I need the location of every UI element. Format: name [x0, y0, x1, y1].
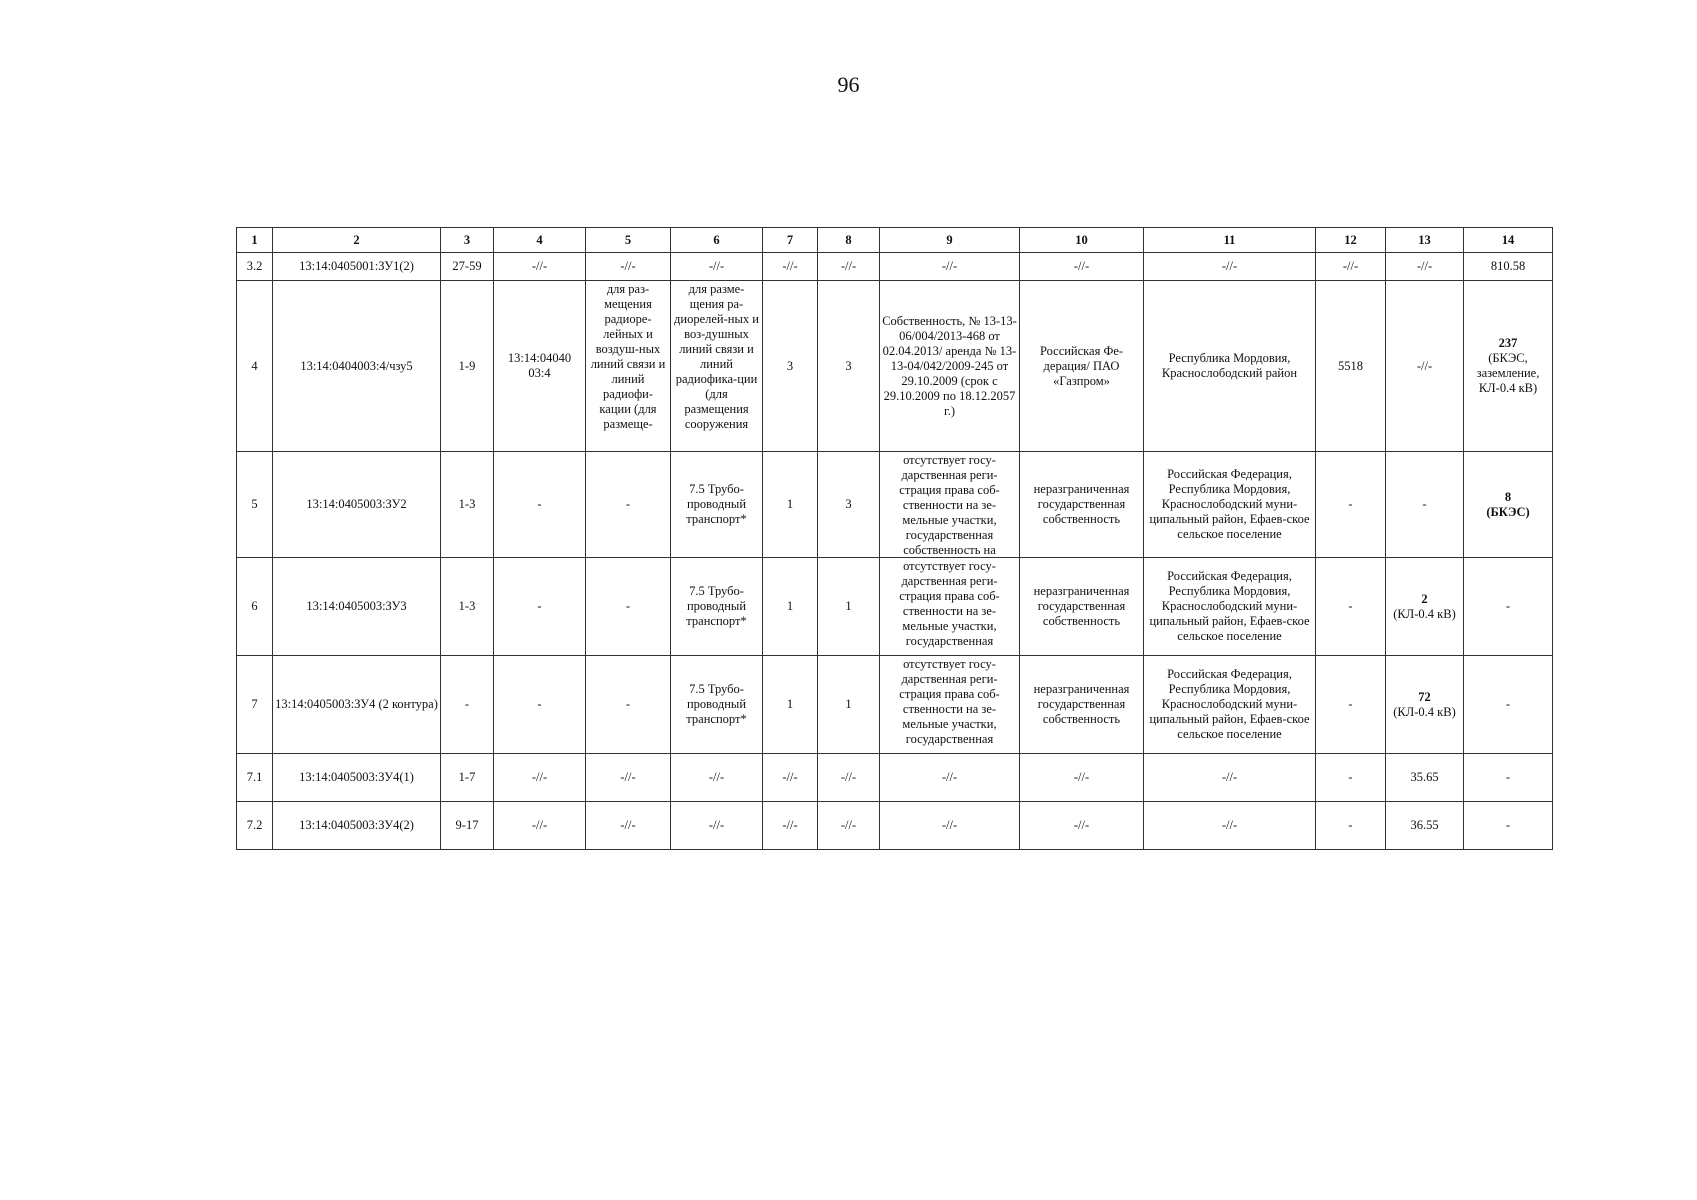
- column-header: 5: [586, 228, 671, 253]
- table-cell: -: [1386, 452, 1464, 558]
- cell-value-bold: 72: [1418, 689, 1431, 704]
- table-cell: 27-59: [441, 253, 494, 281]
- table-cell: 36.55: [1386, 802, 1464, 850]
- table-cell: -: [441, 656, 494, 754]
- table-cell: -: [1464, 656, 1553, 754]
- table-cell: 5518: [1316, 281, 1386, 452]
- table-cell: -//-: [880, 754, 1020, 802]
- cell-text: для раз-мещения радиоре-лейных и воздуш-ных линий связи и линий радиофи-кации (для размеще-: [590, 281, 666, 431]
- cell-note: (КЛ-0.4 кВ): [1393, 704, 1456, 719]
- table-cell: -//-: [586, 754, 671, 802]
- table-cell: [1386, 656, 1464, 754]
- table-cell: неразграниченная государственная собственность: [1020, 558, 1144, 656]
- column-header: 7: [763, 228, 818, 253]
- table-cell: -: [494, 656, 586, 754]
- table-cell: -//-: [671, 253, 763, 281]
- table-cell: Собственность, № 13-13-06/004/2013-468 от 02.04.2013/ аренда № 13-13-04/042/2009-245 от 29.10.2009 (срок с 29.10.2009 по 18.12.2057 г.): [880, 281, 1020, 452]
- table-cell: -//-: [586, 253, 671, 281]
- table-cell: [586, 281, 671, 452]
- table-cell: Российская Федерация, Республика Мордовия, Краснослободский муни-ципальный район, Ефаев-ское сельское поселение: [1144, 452, 1316, 558]
- table-cell: -: [586, 558, 671, 656]
- table-cell: -//-: [1144, 253, 1316, 281]
- table-cell: -//-: [494, 253, 586, 281]
- table-cell: -//-: [763, 253, 818, 281]
- table-cell: 7.5 Трубо-проводный транспорт*: [671, 452, 763, 558]
- table-cell: 1: [763, 656, 818, 754]
- table-cell: -: [1316, 754, 1386, 802]
- cell-value-bold: 2: [1421, 591, 1428, 606]
- table-cell: 3: [818, 281, 880, 452]
- table-cell: 35.65: [1386, 754, 1464, 802]
- table-cell: 1: [818, 656, 880, 754]
- table-cell: 13:14:0405003:ЗУ3: [273, 558, 441, 656]
- table-cell: [1464, 452, 1553, 558]
- table-cell: 3: [818, 452, 880, 558]
- column-header: 9: [880, 228, 1020, 253]
- table-cell: -//-: [1144, 754, 1316, 802]
- table-cell: 1-3: [441, 558, 494, 656]
- column-header: 11: [1144, 228, 1316, 253]
- cell-value-bold: 237: [1498, 336, 1518, 350]
- table-cell: 13:14:0405003:ЗУ4(1): [273, 754, 441, 802]
- column-header: 12: [1316, 228, 1386, 253]
- table-cell: 13:14:0405003:ЗУ4 (2 контура): [273, 656, 441, 754]
- table-cell: -: [494, 558, 586, 656]
- table-cell: [880, 656, 1020, 754]
- table-cell: -//-: [880, 253, 1020, 281]
- table-cell: 13:14:0405001:ЗУ1(2): [273, 253, 441, 281]
- column-header: 2: [273, 228, 441, 253]
- table-cell: -//-: [1020, 754, 1144, 802]
- table-cell: -: [1316, 452, 1386, 558]
- table-cell: [1386, 558, 1464, 656]
- table-cell: -//-: [1144, 802, 1316, 850]
- table-cell: 7.1: [237, 754, 273, 802]
- cell-text: отсутствует госу-дарственная реги-страция права соб-ственности на зе-мельные участки, государственная собственность на: [899, 452, 1000, 557]
- table-cell: -//-: [818, 802, 880, 850]
- table-cell: 1-9: [441, 281, 494, 452]
- column-header: 6: [671, 228, 763, 253]
- cell-note: (БКЭС, заземление, КЛ-0.4 кВ): [1476, 351, 1540, 395]
- table-cell: -//-: [763, 754, 818, 802]
- table-cell: -//-: [494, 802, 586, 850]
- table-cell: -: [1316, 558, 1386, 656]
- table-cell: [671, 281, 763, 452]
- table-cell: 1-7: [441, 754, 494, 802]
- table-cell: 13:14:0405003:ЗУ2: [273, 452, 441, 558]
- table-cell: Российская Федерация, Республика Мордовия, Краснослободский муни-ципальный район, Ефаев-ское сельское поселение: [1144, 656, 1316, 754]
- table-cell: 13:14:04040 03:4: [494, 281, 586, 452]
- table-cell: [1464, 281, 1553, 452]
- table-cell: 1-3: [441, 452, 494, 558]
- table-cell: 4: [237, 281, 273, 452]
- table-cell: неразграниченная государственная собственность: [1020, 656, 1144, 754]
- table-cell: -//-: [880, 802, 1020, 850]
- table-cell: 1: [763, 452, 818, 558]
- table-cell: -//-: [671, 802, 763, 850]
- table-cell: Республика Мордовия, Краснослободский район: [1144, 281, 1316, 452]
- table-cell: -//-: [671, 754, 763, 802]
- cell-text: отсутствует госу-дарственная реги-страция права соб-ственности на зе-мельные участки, государственная: [899, 656, 1000, 746]
- table-cell: 7.2: [237, 802, 273, 850]
- table-cell: -: [1316, 656, 1386, 754]
- table-cell: Российская Федерация, Республика Мордовия, Краснослободский муни-ципальный район, Ефаев-ское сельское поселение: [1144, 558, 1316, 656]
- table-row: [237, 558, 1553, 656]
- table-cell: -: [494, 452, 586, 558]
- cell-text: отсутствует госу-дарственная реги-страция права соб-ственности на зе-мельные участки, государственная: [899, 558, 1000, 648]
- table-cell: -//-: [1386, 253, 1464, 281]
- table-cell: -: [586, 656, 671, 754]
- table-cell: -//-: [586, 802, 671, 850]
- column-header: 8: [818, 228, 880, 253]
- table-cell: [880, 558, 1020, 656]
- table-row: [237, 802, 1553, 850]
- table-cell: 3.2: [237, 253, 273, 281]
- table-cell: -//-: [1020, 802, 1144, 850]
- table-cell: -//-: [818, 754, 880, 802]
- column-header: 10: [1020, 228, 1144, 253]
- column-header: 13: [1386, 228, 1464, 253]
- table-cell: 7.5 Трубо-проводный транспорт*: [671, 558, 763, 656]
- table-cell: -: [1464, 802, 1553, 850]
- table-row: [237, 452, 1553, 558]
- table-cell: 7.5 Трубо-проводный транспорт*: [671, 656, 763, 754]
- table-cell: 810.58: [1464, 253, 1553, 281]
- column-header: 1: [237, 228, 273, 253]
- table-cell: -//-: [818, 253, 880, 281]
- table-cell: 5: [237, 452, 273, 558]
- table-cell: 13:14:0405003:ЗУ4(2): [273, 802, 441, 850]
- table-cell: неразграниченная государственная собственность: [1020, 452, 1144, 558]
- column-header: 4: [494, 228, 586, 253]
- table-row: [237, 281, 1553, 452]
- table-cell: -//-: [494, 754, 586, 802]
- column-header: 3: [441, 228, 494, 253]
- table-cell: -: [1464, 558, 1553, 656]
- page-number: 96: [837, 72, 860, 97]
- table-cell: [880, 452, 1020, 558]
- table-cell: 13:14:0404003:4/чзу5: [273, 281, 441, 452]
- table-cell: 7: [237, 656, 273, 754]
- cell-text: для разме-щения ра-диорелей-ных и воз-душных линий связи и линий радиофика-ции (для размещения сооружения: [674, 281, 759, 431]
- header-row: [237, 228, 1553, 253]
- table-cell: Российская Фе-дерация/ ПАО «Газпром»: [1020, 281, 1144, 452]
- table-cell: 1: [818, 558, 880, 656]
- table-cell: -//-: [1386, 281, 1464, 452]
- cell-note: (КЛ-0.4 кВ): [1393, 606, 1456, 621]
- table-row: [237, 656, 1553, 754]
- cell-value-bold: 8: [1504, 489, 1512, 504]
- column-header: 14: [1464, 228, 1553, 253]
- cell-note: (БКЭС): [1486, 504, 1530, 519]
- table-cell: -//-: [1316, 253, 1386, 281]
- table-cell: 9-17: [441, 802, 494, 850]
- table-cell: -: [1464, 754, 1553, 802]
- table-cell: -: [586, 452, 671, 558]
- table-cell: 6: [237, 558, 273, 656]
- table-cell: -: [1316, 802, 1386, 850]
- land-plot-table: [236, 227, 1553, 850]
- table-cell: -//-: [1020, 253, 1144, 281]
- table-row: [237, 754, 1553, 802]
- table-cell: -//-: [763, 802, 818, 850]
- table-row: [237, 253, 1553, 281]
- table-cell: 1: [763, 558, 818, 656]
- table-cell: 3: [763, 281, 818, 452]
